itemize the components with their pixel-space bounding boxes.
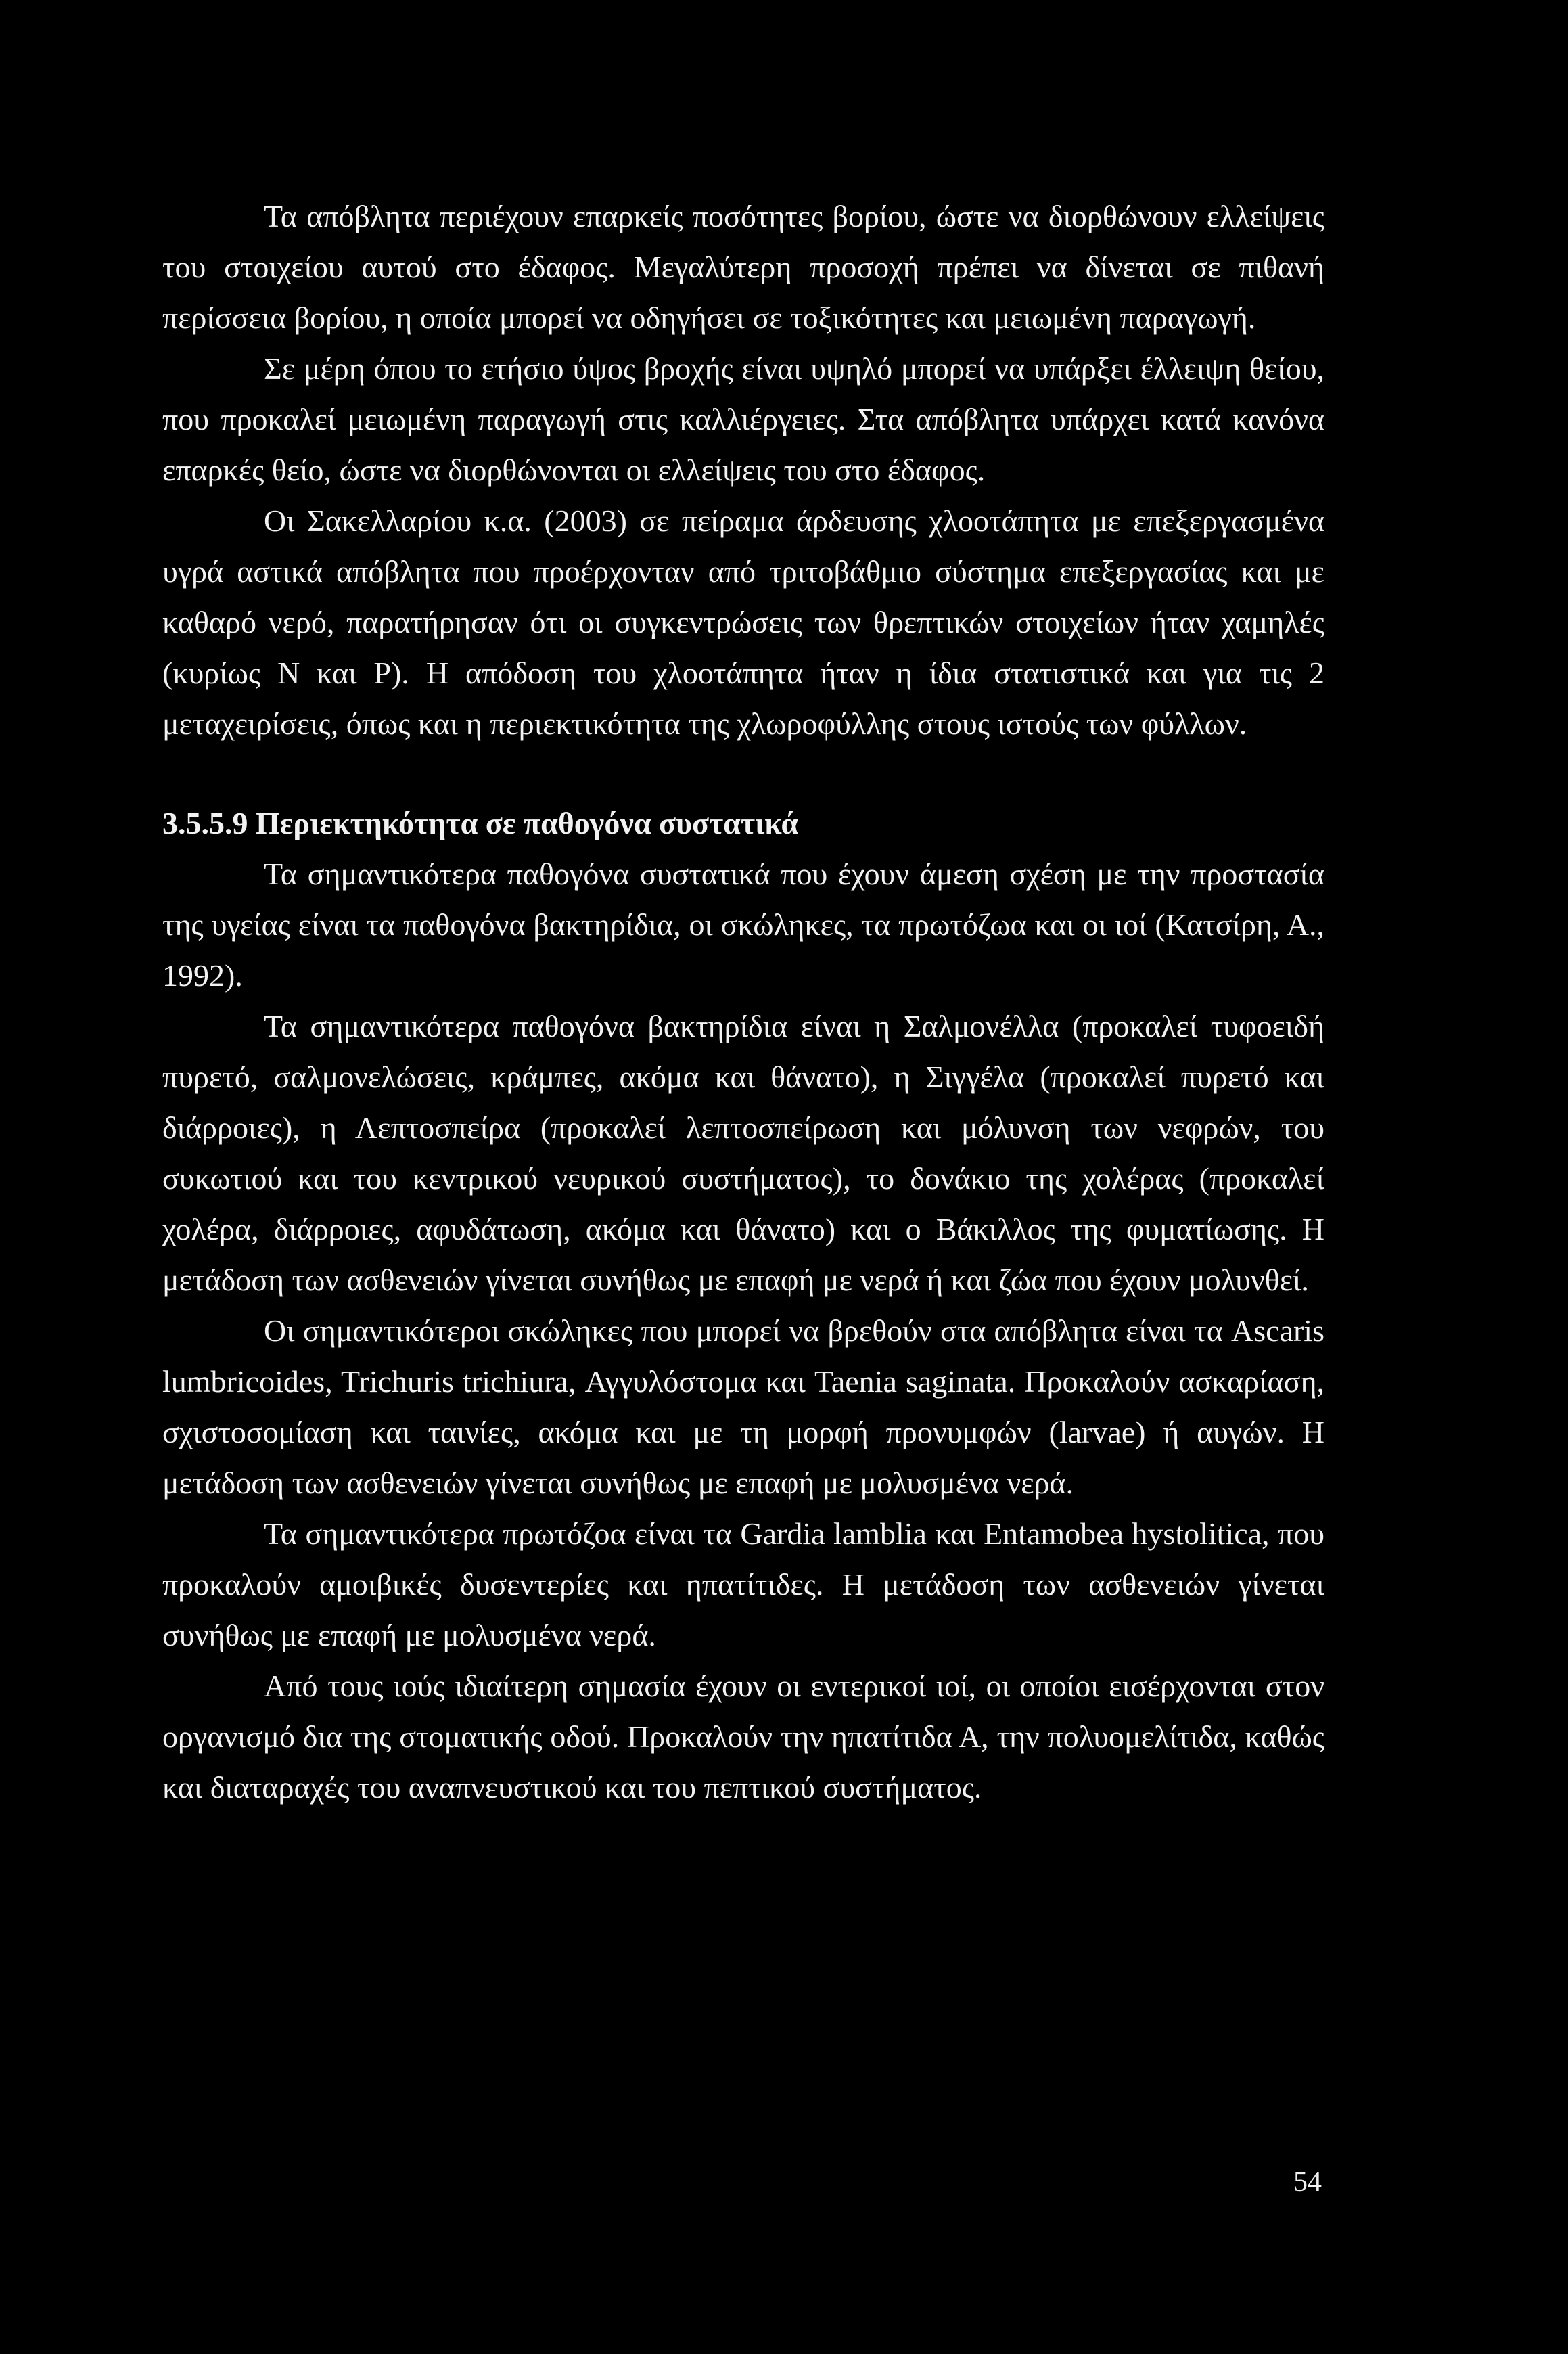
section-heading xyxy=(162,798,1324,848)
page-number: 54 xyxy=(1293,2167,1322,2198)
section-number: 3.5.5.9 xyxy=(162,806,248,840)
paragraph-bacteria: Τα σημαντικότερα παθογόνα βακτηρίδια είναι η Σαλμονέλλα (προκαλεί τυφοειδή πυρετό, σαλμονελώσεις, κράμπες, ακόμα και θάνατο), η Σιγγέλα (προκαλεί πυρετό και διάρροιες), η Λεπτοσπείρα (προκαλεί λεπτοσπείρωση και μόλυνση των νεφρών, του συκωτιού και του κεντρικού νευρικού συστήματος), το δονάκιο της χολέρας (προκαλεί χολέρα, διάρροιες, αφυδάτωση, ακόμα και θάνατο) και ο Βάκιλλος της φυματίωσης. Η μετάδοση των ασθενειών γίνεται συνήθως με επαφή με νερά ή και ζώα που έχουν μολυνθεί. xyxy=(162,1009,1324,1297)
paragraph-worms: Οι σημαντικότεροι σκώληκες που μπορεί να βρεθούν στα απόβλητα είναι τα Ascaris lumbricoides, Trichuris trichiura, Αγγυλόστομα και Taenia saginata. Προκαλούν ασκαρίαση, σχιστοσομίαση και ταινίες, ακόμα και με τη μορφή προνυμφών (larvae) ή αυγών. Η μετάδοση των ασθενειών γίνεται συνήθως με επαφή με μολυσμένα νερά. xyxy=(162,1313,1324,1500)
paragraph-sulfur: Σε μέρη όπου το ετήσιο ύψος βροχής είναι υψηλό μπορεί να υπάρξει έλλειψη θείου, που προκαλεί μειωμένη παραγωγή στις καλλιέργειες. Στα απόβλητα υπάρχει κατά κανόνα επαρκές θείο, ώστε να διορθώνονται οι ελλείψεις του στο έδαφος. xyxy=(162,351,1324,487)
section-spacer xyxy=(162,749,1324,798)
paragraph-protozoa: Τα σημαντικότερα πρωτόζοα είναι τα Gardia lamblia και Entamobea hystolitica, που προκαλούν αμοιβικές δυσεντερίες και ηπατίτιδες. Η μετάδοση των ασθενειών γίνεται συνήθως με επαφή με μολυσμένα νερά. xyxy=(162,1516,1324,1652)
section-title: Περιεκτηκότητα σε παθογόνα συστατικά xyxy=(256,806,799,840)
page-body xyxy=(162,191,1324,1813)
paragraph-boron: Τα απόβλητα περιέχουν επαρκείς ποσότητες βορίου, ώστε να διορθώνουν ελλείψεις του στοιχείου αυτού στο έδαφος. Μεγαλύτερη προσοχή πρέπει να δίνεται σε πιθανή περίσσεια βορίου, η οποία μπορεί να οδηγήσει σε τοξικότητες και μειωμένη παραγωγή. xyxy=(162,199,1324,335)
paragraph-viruses: Από τους ιούς ιδιαίτερη σημασία έχουν οι εντερικοί ιοί, οι οποίοι εισέρχονται στον οργανισμό δια της στοματικής οδού. Προκαλούν την ηπατίτιδα Α, την πολυομελίτιδα, καθώς και διαταραχές του αναπνευστικού και του πεπτικού συστήματος. xyxy=(162,1669,1324,1805)
paragraph-turfgrass-study: Οι Σακελλαρίου κ.α. (2003) σε πείραμα άρδευσης χλοοτάπητα με επεξεργασμένα υγρά αστικά απόβλητα που προέρχονταν από τριτοβάθμιο σύστημα επεξεργασίας και με καθαρό νερό, παρατήρησαν ότι οι συγκεντρώσεις των θρεπτικών στοιχείων ήταν χαμηλές (κυρίως Ν και Ρ). Η απόδοση του χλοοτάπητα ήταν η ίδια στατιστικά και για τις 2 μεταχειρίσεις, όπως και η περιεκτικότητα της χλωροφύλλης στους ιστούς των φύλλων. xyxy=(162,503,1324,741)
paragraph-pathogens-intro: Τα σημαντικότερα παθογόνα συστατικά που έχουν άμεση σχέση με την προστασία της υγείας είναι τα παθογόνα βακτηρίδια, οι σκώληκες, τα πρωτόζωα και οι ιοί (Κατσίρη, Α., 1992). xyxy=(162,857,1324,993)
